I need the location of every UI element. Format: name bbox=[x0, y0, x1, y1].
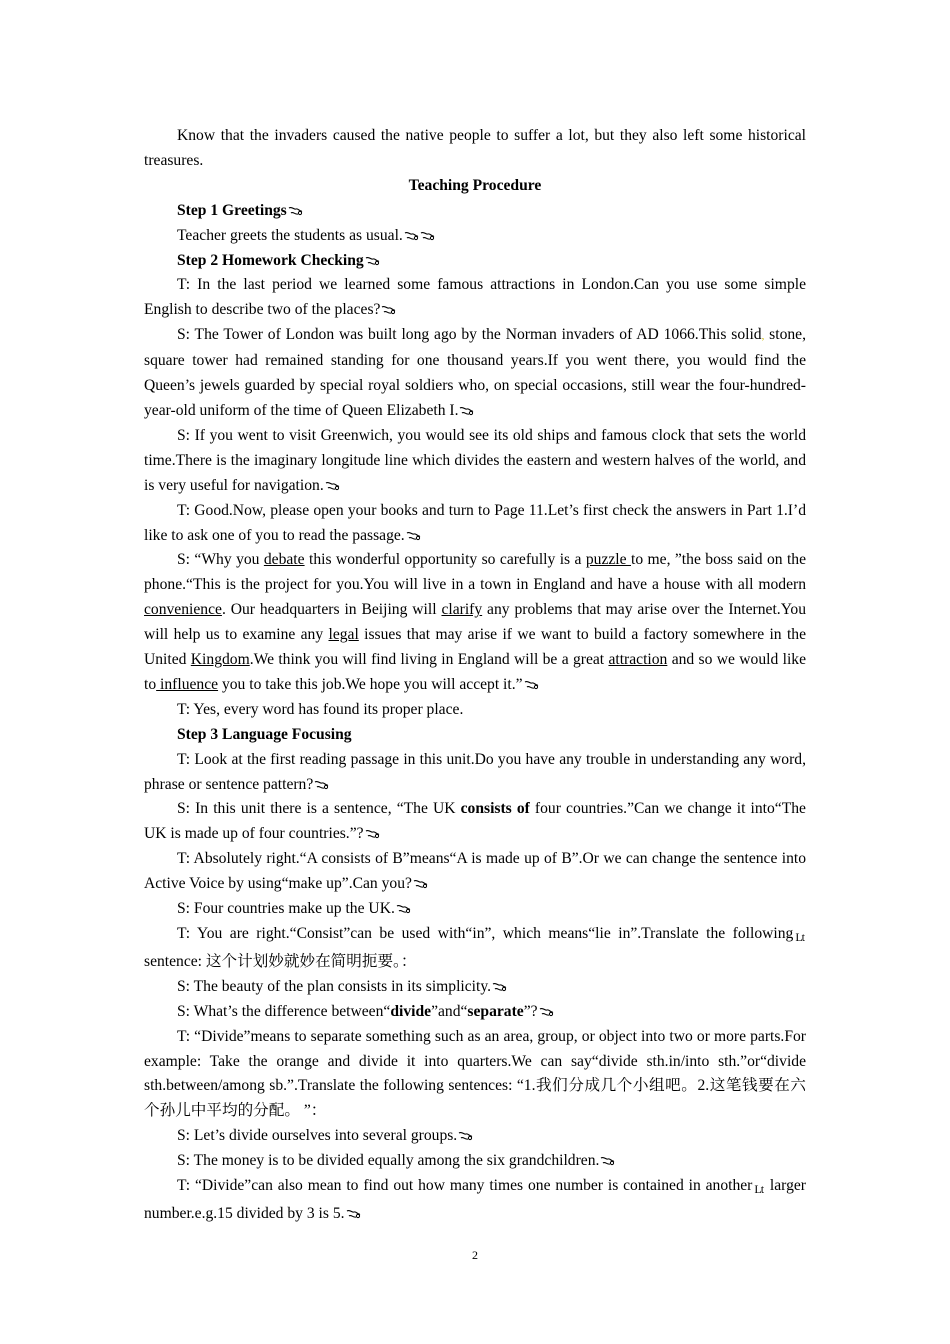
vocab-word: clarify bbox=[441, 601, 483, 619]
paragraph-mark-icon bbox=[381, 305, 396, 315]
paragraph-mark-icon bbox=[365, 829, 380, 839]
step1-text: Teacher greets the students as usual. bbox=[144, 224, 806, 249]
paragraph-mark-icon bbox=[420, 231, 435, 241]
step3-teacher-1: T: Look at the first reading passage in this unit.Do you have any trouble in understanding any word, phrase or sentence pattern? bbox=[144, 750, 806, 793]
step3-teacher-5: T: “Divide”can also mean to find out how many times one number is contained in another Lt larger number.e.g.15 divided by 3 is 5. bbox=[144, 1177, 806, 1222]
step3-heading: Step 3 Language Focusing bbox=[177, 725, 352, 743]
paragraph-mark-icon bbox=[492, 982, 507, 992]
paragraph-mark-icon bbox=[346, 1209, 361, 1219]
vocab-word: Kingdom bbox=[190, 651, 250, 669]
step3-student-3: S: The beauty of the plan consists in its simplicity. bbox=[144, 975, 806, 1000]
paragraph-mark-icon bbox=[458, 1131, 473, 1141]
vocab-word: convenience bbox=[144, 601, 222, 619]
step3-student-6: S: The money is to be divided equally among the six grandchildren. bbox=[144, 1149, 806, 1174]
document-page bbox=[144, 124, 806, 1227]
paragraph-mark-icon bbox=[325, 481, 340, 491]
step3-student-2: S: Four countries make up the UK. bbox=[144, 897, 806, 922]
step2-teacher-2: T: Good.Now, please open your books and turn to Page 11.Let’s first check the answers in Part 1.I’d like to ask one of you to read the passage. bbox=[144, 501, 806, 544]
step2-teacher-3: T: Yes, every word has found its proper place. bbox=[177, 700, 464, 718]
paragraph-mark-icon bbox=[600, 1156, 615, 1166]
paragraph-mark-icon bbox=[459, 406, 474, 416]
step2-heading: Step 2 Homework Checking bbox=[144, 249, 806, 274]
step2-student-2: S: If you went to visit Greenwich, you would see its old ships and famous clock that sets the world time.There is the imaginary longitude line which divides the eastern and western halves of the world, and is very useful for navigation. bbox=[144, 426, 806, 494]
step3-teacher-3: T: You are right.“Consist”can be used with“in”, which means“lie in”.Translate the following Lt sentence: 这个计划妙就妙在简明扼要。： bbox=[144, 925, 804, 970]
step3-teacher-2: T: Absolutely right.“A consists of B”means“A is made up of B”.Or we can change the sentence into Active Voice by using“make up”.Can you? bbox=[144, 850, 806, 893]
vocab-word: debate bbox=[263, 551, 305, 569]
key-word: separate bbox=[467, 1002, 524, 1020]
vocab-word: attraction bbox=[608, 651, 668, 669]
step2-student-1: S: The Tower of London was built long ago by the Norman invaders of AD 1066.This solid, stone, square tower had remained standing for one thousand years.If you went there, you would find the Queen’s jewels guarded by special royal soldiers who, on special occasions, still wear the four-hundred-year-old uniform of the time of Queen Elizabeth I. bbox=[144, 326, 806, 419]
line-break-mark: Lt bbox=[795, 930, 804, 944]
step3-student-1: S: In this unit there is a sentence, “The UK consists of four countries.”Can we change it into“The UK is made up of four countries.”? bbox=[144, 800, 806, 843]
step2-teacher-1: T: In the last period we learned some famous attractions in London.Can you use some simple English to describe two of the places? bbox=[144, 276, 806, 319]
vocab-word: puzzle bbox=[585, 551, 631, 569]
key-phrase: consists of bbox=[460, 800, 530, 818]
section-title: Teaching Procedure bbox=[408, 176, 542, 194]
step3-student-5: S: Let’s divide ourselves into several groups. bbox=[144, 1124, 806, 1149]
paragraph-mark-icon bbox=[396, 904, 411, 914]
paragraph-mark-icon bbox=[314, 780, 329, 790]
vocab-word: legal bbox=[328, 626, 359, 644]
paragraph-mark-icon bbox=[524, 680, 539, 690]
soft-mark: , bbox=[761, 330, 765, 343]
key-word: divide bbox=[390, 1002, 432, 1020]
step1-heading: Step 1 Greetings bbox=[144, 199, 806, 224]
line-break-mark: Lt bbox=[754, 1182, 764, 1197]
paragraph-mark-icon bbox=[539, 1007, 554, 1017]
step3-student-4: S: What’s the difference between“divide”and“separate”? bbox=[144, 1000, 806, 1025]
paragraph-mark-icon bbox=[404, 231, 419, 241]
vocab-word: influence bbox=[156, 675, 219, 693]
paragraph-mark-icon bbox=[288, 206, 303, 216]
page-number: 2 bbox=[472, 1248, 478, 1262]
intro-paragraph: Know that the invaders caused the native people to suffer a lot, but they also left some historical treasures. bbox=[144, 127, 806, 169]
paragraph-mark-icon bbox=[365, 256, 380, 266]
paragraph-mark-icon bbox=[413, 879, 428, 889]
paragraph-mark-icon bbox=[406, 531, 421, 541]
step2-passage: S: “Why you debate this wonderful opportunity so carefully is a puzzle to me, ”the boss said on the phone.“This is the project for you.You will live in a town in England and have a house with all modern convenience. Our headquarters in Beijing will clarify any problems that may arise over the Internet.You will help us to examine any legal issues that may arise if we want to build a factory somewhere in the United Kingdom.We think you will find living in England will be a great attraction and so we would like to influence you to take this job.We hope you will accept it.” bbox=[144, 551, 807, 693]
step3-teacher-4: T: “Divide”means to separate something such as an area, group, or object into two or more parts.For example: Take the orange and divide it into quarters.We can say“divide sth.in/into sth.”or“divide sth.between/among sb.”.Translate the following sentences: “1.我们分成几个小组吧。2.这笔钱要在六个孙儿中平均的分配。 ”： bbox=[144, 1027, 806, 1120]
